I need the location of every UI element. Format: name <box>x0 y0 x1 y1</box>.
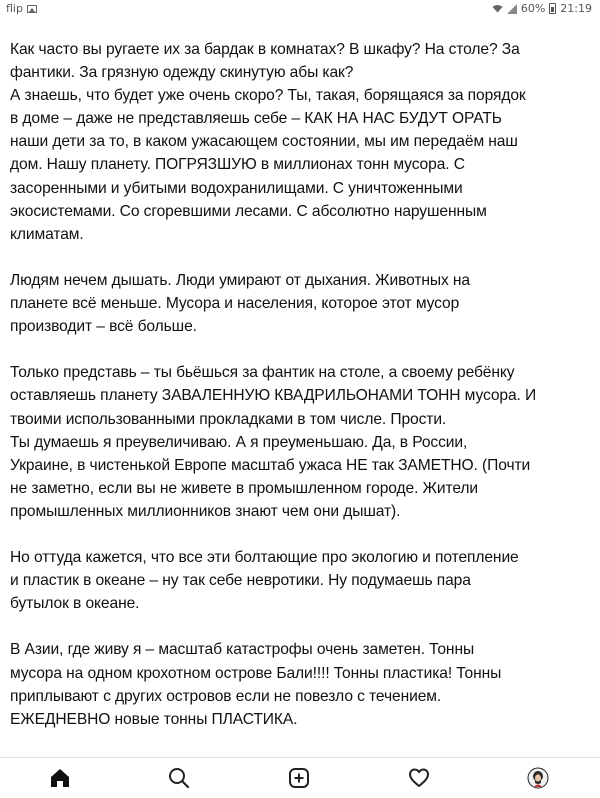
caption-line: А знаешь, что будет уже очень скоро? Ты, такая, борящаяся за порядок <box>10 87 526 105</box>
caption-line: Ты думаешь я преувеличиваю. А я преуменьшаю. Да, в России, <box>10 433 468 451</box>
status-left <box>6 2 37 15</box>
signal-icon <box>507 4 517 14</box>
caption-line: мусора на одном крохотном острове Бали!!!! Тонны пластика! Тонны <box>10 664 502 682</box>
battery-icon <box>549 3 556 14</box>
caption-line: не заметно, если вы не живете в промышленном городе. Жители <box>10 479 478 497</box>
battery-percent: 60% <box>520 2 546 15</box>
caption-line: фантики. За грязную одежду скинутую абы как? <box>10 64 354 82</box>
heart-icon <box>408 767 430 789</box>
caption-line: твоими использованными прокладками в том числе. Прости. <box>10 410 447 428</box>
clock: 21:19 <box>560 2 592 15</box>
caption-paragraph <box>10 38 594 246</box>
caption-paragraph <box>10 546 594 615</box>
caption-line: промышленных миллионников знают чем они дышат). <box>10 502 401 520</box>
caption-line: климатам. <box>10 225 84 243</box>
caption-line: планете всё меньше. Мусора и населения, которое этот мусор <box>10 295 460 313</box>
caption-line: В Азии, где живу я – масштаб катастрофы очень заметен. Тонны <box>10 641 475 659</box>
caption-line: Людям нечем дышать. Люди умирают от дыхания. Животных на <box>10 271 470 289</box>
status-bar <box>0 0 600 18</box>
caption-line: приплывают с других островов если не повезло с течением. <box>10 687 442 705</box>
nav-home[interactable] <box>48 766 72 790</box>
caption-line: дом. Нашу планету. ПОГРЯЗШУЮ в миллионах тонн мусора. С <box>10 156 465 174</box>
caption-paragraph <box>10 361 594 523</box>
search-icon <box>168 767 190 789</box>
caption-line: в доме – даже не представляешь себе – КАК НА НАС БУДУТ ОРАТЬ <box>10 110 502 128</box>
nav-add-post[interactable] <box>287 766 311 790</box>
home-icon <box>49 767 71 789</box>
wifi-icon <box>492 4 503 13</box>
nav-search[interactable] <box>167 766 191 790</box>
caption-line: оставляешь планету ЗАВАЛЕННУЮ КВАДРИЛЬОНАМИ ТОНН мусора. И <box>10 387 537 405</box>
nav-activity[interactable] <box>407 766 431 790</box>
caption-line: Украине, в чистенькой Европе масштаб ужаса НЕ так ЗАМЕТНО. (Почти <box>10 456 531 474</box>
caption-line: экосистемами. Со сгоревшими лесами. С абсолютно нарушенным <box>10 202 487 220</box>
caption-paragraph <box>10 638 594 730</box>
caption-line: наши дети за то, в каком ужасающем состоянии, мы им передаём наш <box>10 133 518 151</box>
caption-line: Только представь – ты бьёшься за фантик на столе, а своему ребёнку <box>10 364 515 382</box>
profile-avatar <box>527 767 549 789</box>
caption-line: засоренными и убитыми водохранилищами. С уничтоженными <box>10 179 463 197</box>
app-label: flip <box>6 2 23 15</box>
caption-paragraph <box>10 269 594 338</box>
gallery-icon <box>27 5 37 13</box>
caption-line: Как часто вы ругаете их за бардак в комнатах? В шкафу? На столе? За <box>10 41 520 58</box>
caption-line: производит – всё больше. <box>10 318 197 336</box>
status-right <box>492 2 592 15</box>
add-post-icon <box>288 767 310 789</box>
nav-profile[interactable] <box>526 766 550 790</box>
caption-line: ЕЖЕДНЕВНО новые тонны ПЛАСТИКА. <box>10 710 298 728</box>
caption-line: Но оттуда кажется, что все эти болтающие про экологию и потепление <box>10 549 519 567</box>
caption-line: бутылок в океане. <box>10 595 140 613</box>
bottom-nav <box>0 757 600 798</box>
caption-line: и пластик в океане – ну так себе невротики. Ну подумаешь пара <box>10 572 471 590</box>
post-caption <box>10 38 594 798</box>
